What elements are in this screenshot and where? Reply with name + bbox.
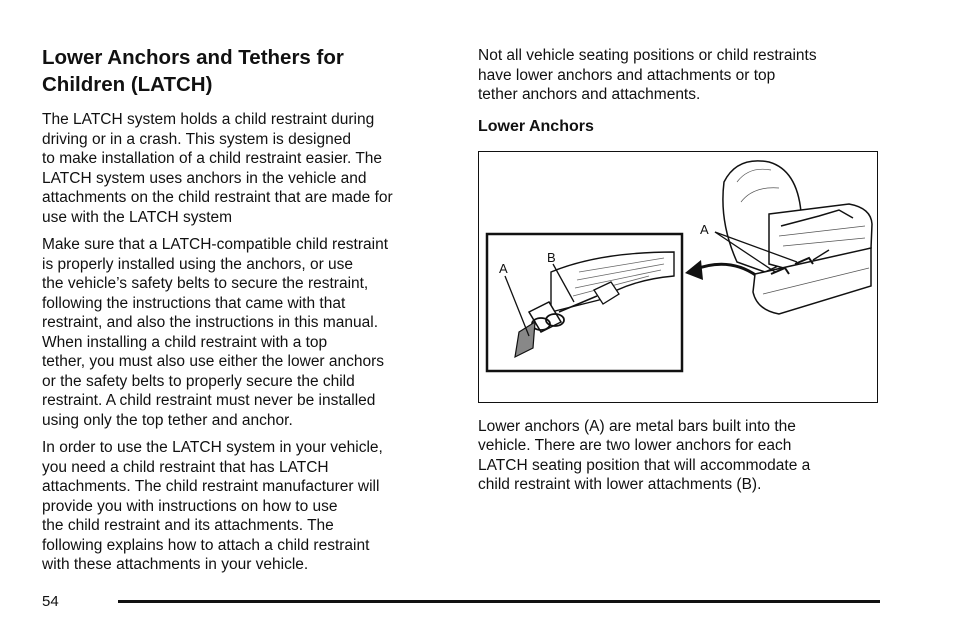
- label-a-seat: A: [700, 221, 709, 237]
- illustration-drawing: [479, 152, 879, 404]
- after-figure-paragraph: Lower anchors (A) are metal bars built into the vehicle. There are two lower anchors for each LATCH seating position that will accommodate a child restraint with lower attachments (B).: [478, 417, 811, 493]
- lower-anchors-illustration: [478, 151, 878, 403]
- label-a-inset: A: [499, 260, 508, 276]
- label-b-inset: B: [547, 249, 556, 265]
- vehicle-seat-drawing: [723, 160, 872, 313]
- intro-paragraph: Not all vehicle seating positions or child restraints have lower anchors and attachments or top tether anchors and attachments.: [478, 47, 817, 103]
- left-column: [42, 44, 452, 583]
- page-number: 54: [42, 593, 59, 610]
- paragraph-1: The LATCH system holds a child restraint during driving or in a crash. This system is designed to make installation of a child restraint easier. The LATCH system uses anchors in the vehicle and attachments on the child restraint that are made for use with the LATCH system: [42, 111, 393, 226]
- footer-rule: [118, 600, 880, 603]
- paragraph-3: In order to use the LATCH system in your vehicle, you need a child restraint that has LATCH attachments. The child restraint manufacturer will provide you with instructions on how to use the child restraint and its attachments. The following explains how to attach a child restraint with these attachments in your vehicle.: [42, 439, 383, 573]
- paragraph-2: Make sure that a LATCH-compatible child restraint is properly installed using the anchors, or use the vehicle’s safety belts to secure the restraint, following the instructions that came with that restraint, and also the instructions in this manual. When installing a child restraint with a top tether, you must also use either the lower anchors or the safety belts to properly secure the child restraint. A child restraint must never be installed using only the top tether and anchor.: [42, 236, 389, 429]
- section-title: Lower Anchors and Tethers for Children (LATCH): [42, 46, 344, 96]
- right-column: [478, 46, 880, 503]
- subsection-heading: Lower Anchors: [478, 117, 594, 135]
